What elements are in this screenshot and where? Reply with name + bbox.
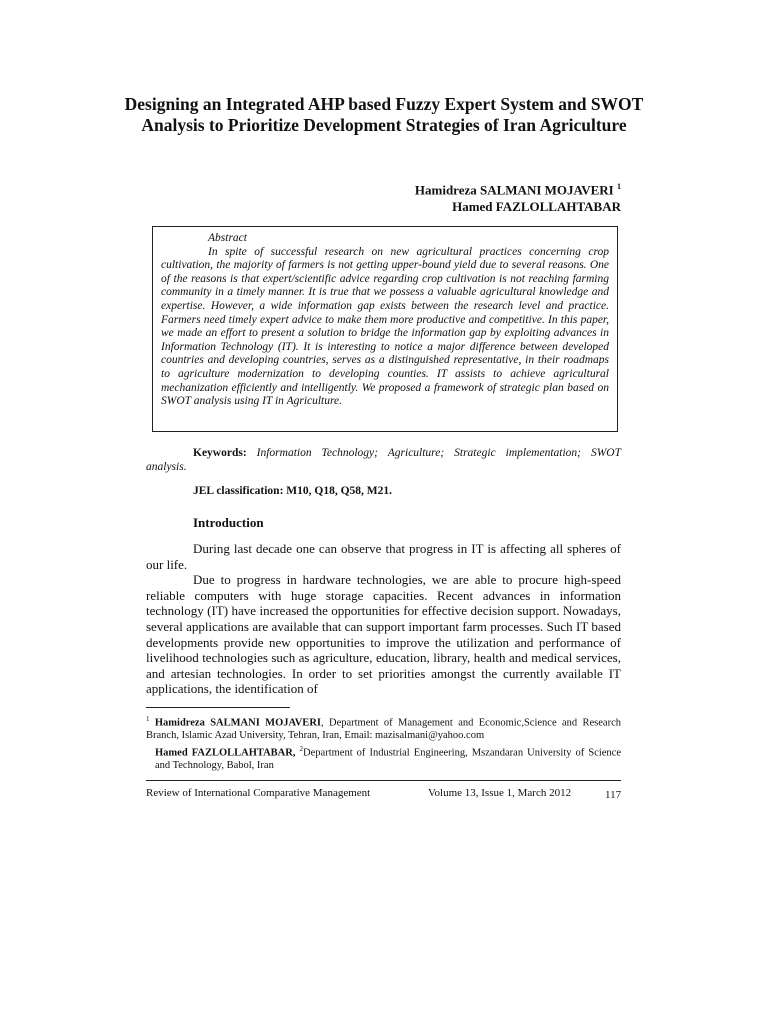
footnote-divider: [146, 707, 290, 708]
footnote-author-1-affiliation: , Department of Management and Economic,Science and Research Branch, Islamic Azad University, Tehran, Iran, Email: mazisalmani@yahoo.com: [146, 717, 621, 742]
keywords-label: Keywords:: [193, 447, 247, 459]
footnote-marker: 1: [146, 715, 150, 723]
footer-volume: Volume 13, Issue 1, March 2012: [428, 787, 572, 799]
footnote: [146, 713, 621, 772]
footnote-author-2-name: Hamed FAZLOLLAHTABAR,: [155, 747, 296, 759]
page-number: 117: [605, 789, 622, 801]
footer-divider: [146, 780, 621, 781]
introduction-heading: Introduction: [193, 515, 264, 530]
footnote-author-1-name: Hamidreza SALMANI MOJAVERI: [154, 717, 321, 729]
jel-classification: JEL classification: M10, Q18, Q58, M21.: [193, 485, 393, 497]
abstract-text: In spite of successful research on new agricultural practices concerning crop cultivation, the majority of farmers is not getting upper-bound yield due to several reasons. One of the reasons is that expert/scientific advice regarding crop cultivation is not reaching farming community in a timely manner. It is true that we possess a valuable agricultural knowledge and expertise. However, a wide information gap exists between the research level and practice. Farmers need timely expert advice to make them more productive and competitive. In this paper, we made an effort to present a solution to bridge the information gap by exploiting advances in Information Technology (IT). It is interesting to notice a major difference between developed countries and developing countries, serves as a distinguished representative, in their roadmaps to agriculture modernization to developing counties. IT assists to achieve agricultural mechanization efficiently and intelligently. We proposed a framework of strategic plan based on SWOT analysis using IT in Agriculture.: [161, 245, 609, 408]
abstract-label: Abstract: [208, 232, 247, 244]
abstract-box: [152, 226, 618, 432]
author-1-marker: 1: [617, 182, 621, 191]
author-block: [415, 178, 621, 215]
paper-title: Designing an Integrated AHP based Fuzzy Expert System and SWOT Analysis to Prioritize Development Strategies of Iran Agriculture: [124, 94, 644, 135]
author-2-name: Hamed FAZLOLLAHTABAR: [452, 199, 621, 215]
footnote-author-2-affiliation: Department of Industrial Engineering, Mszandaran University of Science and Technology, Babol, Iran: [155, 747, 621, 771]
author-1: [415, 178, 621, 198]
author-1-name: Hamidreza SALMANI MOJAVERI: [414, 182, 614, 198]
footnote-author-2: [146, 743, 621, 773]
intro-paragraph-1: During last decade one can observe that progress in IT is affecting all spheres of our life.: [146, 541, 621, 572]
footer-journal: Review of International Comparative Management: [146, 787, 371, 799]
introduction-body: [146, 541, 621, 697]
keywords: [146, 446, 621, 474]
keywords-text: Information Technology; Agriculture; Strategic implementation; SWOT analysis.: [146, 447, 621, 473]
footnote-author-2-marker: 2: [299, 744, 304, 753]
intro-paragraph-2: Due to progress in hardware technologies, we are able to procure high-speed reliable computers with huge storage capacities. Recent advances in information technology (IT) have increased the opportunities for effective decision support. Nowadays, several applications are available that can support important farm processes. Such IT based developments provide new opportunities to improve the utilization and performance of livelihood technologies such as agriculture, education, library, health and medical services, and artesian technologies. In order to set priorities amongst the currently available IT applications, the identification of: [146, 572, 621, 697]
author-2: [415, 198, 621, 215]
